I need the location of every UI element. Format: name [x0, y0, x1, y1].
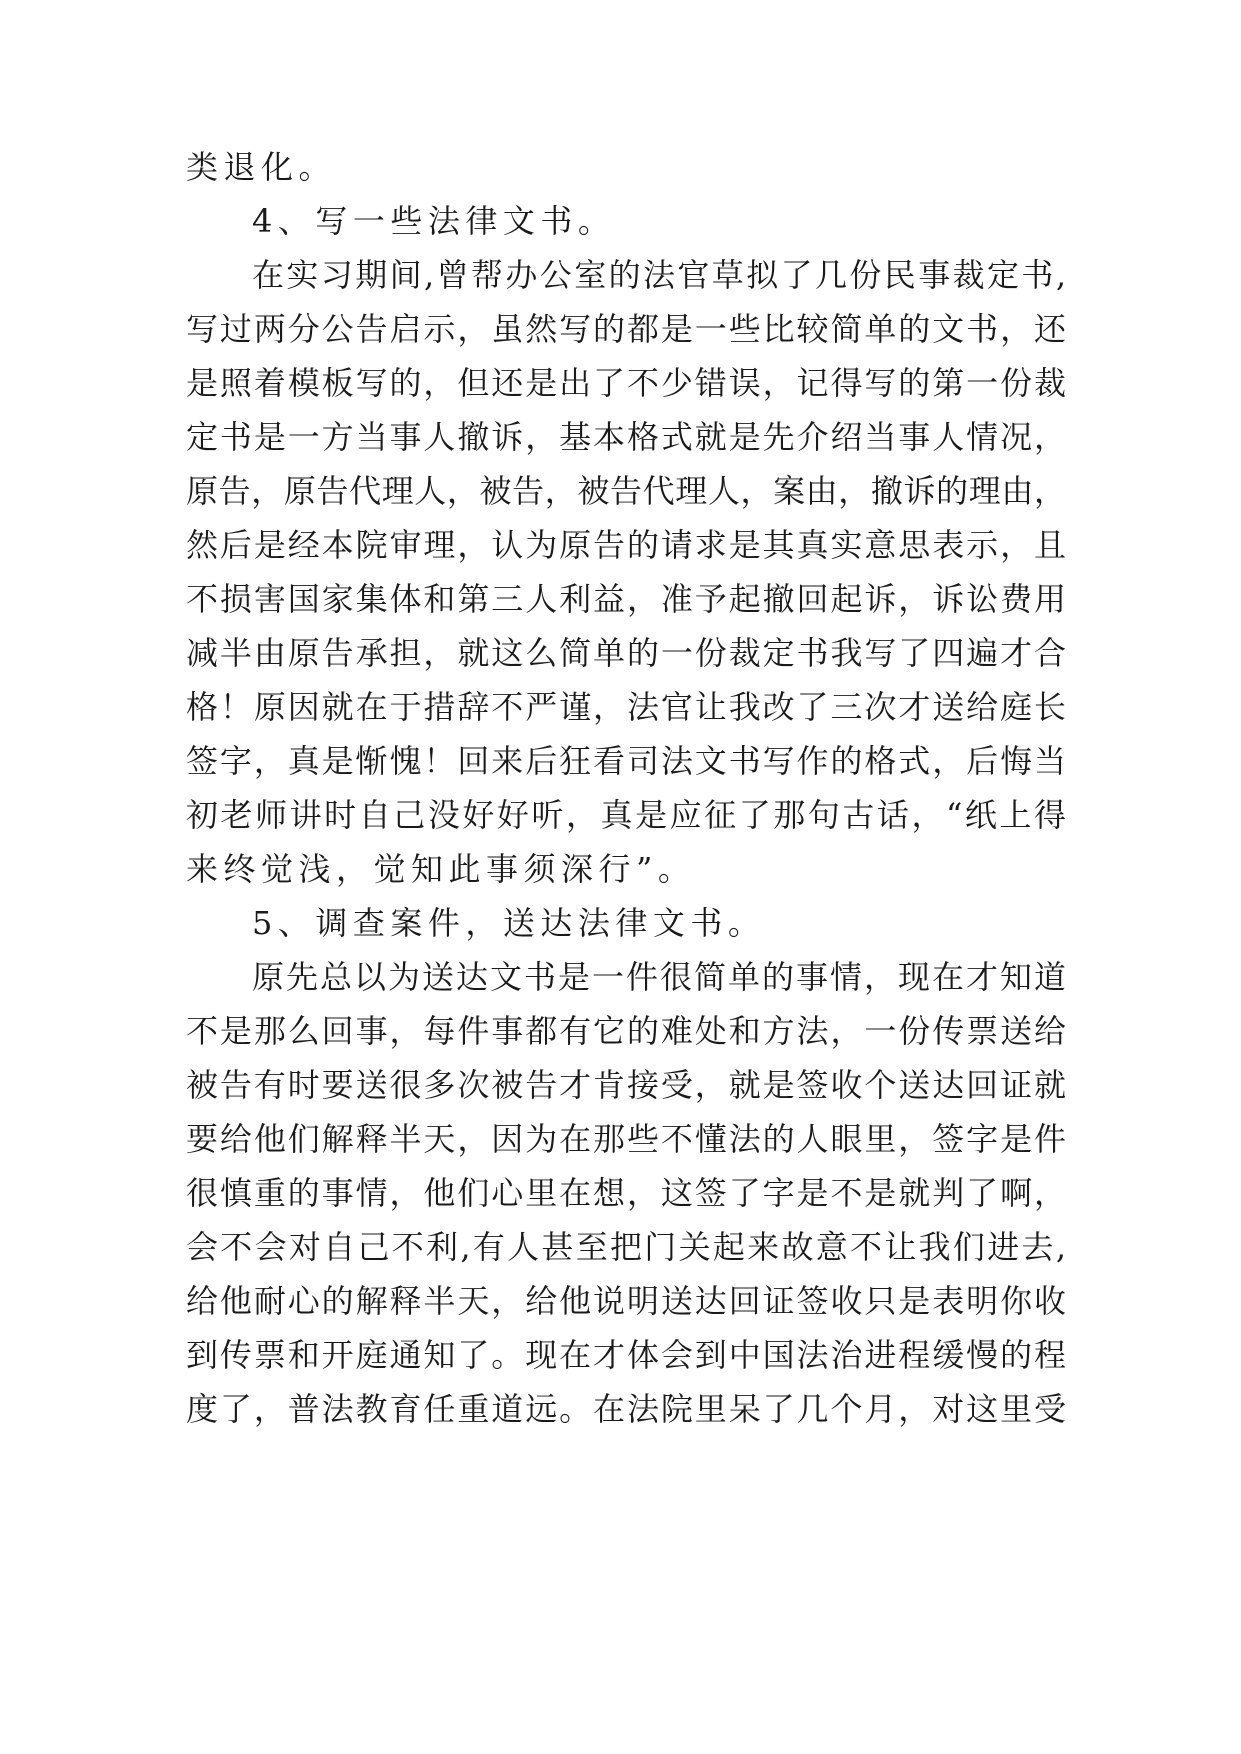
text-line: 是照着模板写的，但还是出了不少错误，记得写的第一份裁 [186, 364, 1066, 402]
text-line: 不损害国家集体和第三人利益，准予起撤回起诉，诉讼费用 [186, 580, 1066, 618]
text-line: 来终觉浅，觉知此事须深行”。 [186, 850, 696, 888]
text-line: 写过两分公告启示，虽然写的都是一些比较简单的文书，还 [186, 310, 1066, 348]
text-line: 定书是一方当事人撤诉，基本格式就是先介绍当事人情况， [186, 418, 1066, 456]
text-line: 到传票和开庭通知了。现在才体会到中国法治进程缓慢的程 [186, 1336, 1066, 1374]
text-line: 不是那么回事，每件事都有它的难处和方法，一份传票送给 [186, 1012, 1066, 1050]
text-line: 在实习期间,曾帮办公室的法官草拟了几份民事裁定书, [252, 256, 1066, 294]
text-line: 减半由原告承担，就这么简单的一份裁定书我写了四遍才合 [186, 634, 1066, 672]
text-line: 会不会对自己不利,有人甚至把门关起来故意不让我们进去, [186, 1228, 1066, 1266]
text-line: 然后是经本院审理，认为原告的请求是其真实意思表示，且 [186, 526, 1066, 564]
text-line: 很慎重的事情，他们心里在想，这签了字是不是就判了啊， [186, 1174, 1066, 1212]
text-line: 要给他们解释半天，因为在那些不懂法的人眼里，签字是件 [186, 1120, 1066, 1158]
text-line: 原先总以为送达文书是一件很简单的事情，现在才知道 [252, 958, 1066, 996]
text-line: 被告有时要送很多次被告才肯接受，就是签收个送达回证就 [186, 1066, 1066, 1104]
text-line: 原告，原告代理人，被告，被告代理人，案由，撤诉的理由， [186, 472, 1066, 510]
text-line: 类退化。 [186, 148, 337, 186]
text-line: 给他耐心的解释半天，给他说明送达回证签收只是表明你收 [186, 1282, 1066, 1320]
section-heading: 5、调查案件，送达法律文书。 [252, 904, 766, 942]
text-line: 初老师讲时自己没好好听，真是应征了那句古话，“纸上得 [186, 796, 1066, 834]
text-line: 度了，普法教育任重道远。在法院里呆了几个月，对这里受 [186, 1390, 1066, 1428]
section-heading: 4、写一些法律文书。 [252, 202, 616, 240]
text-line: 格！原因就在于措辞不严谨，法官让我改了三次才送给庭长 [186, 688, 1066, 726]
text-line: 签字，真是惭愧！回来后狂看司法文书写作的格式，后悔当 [186, 742, 1066, 780]
